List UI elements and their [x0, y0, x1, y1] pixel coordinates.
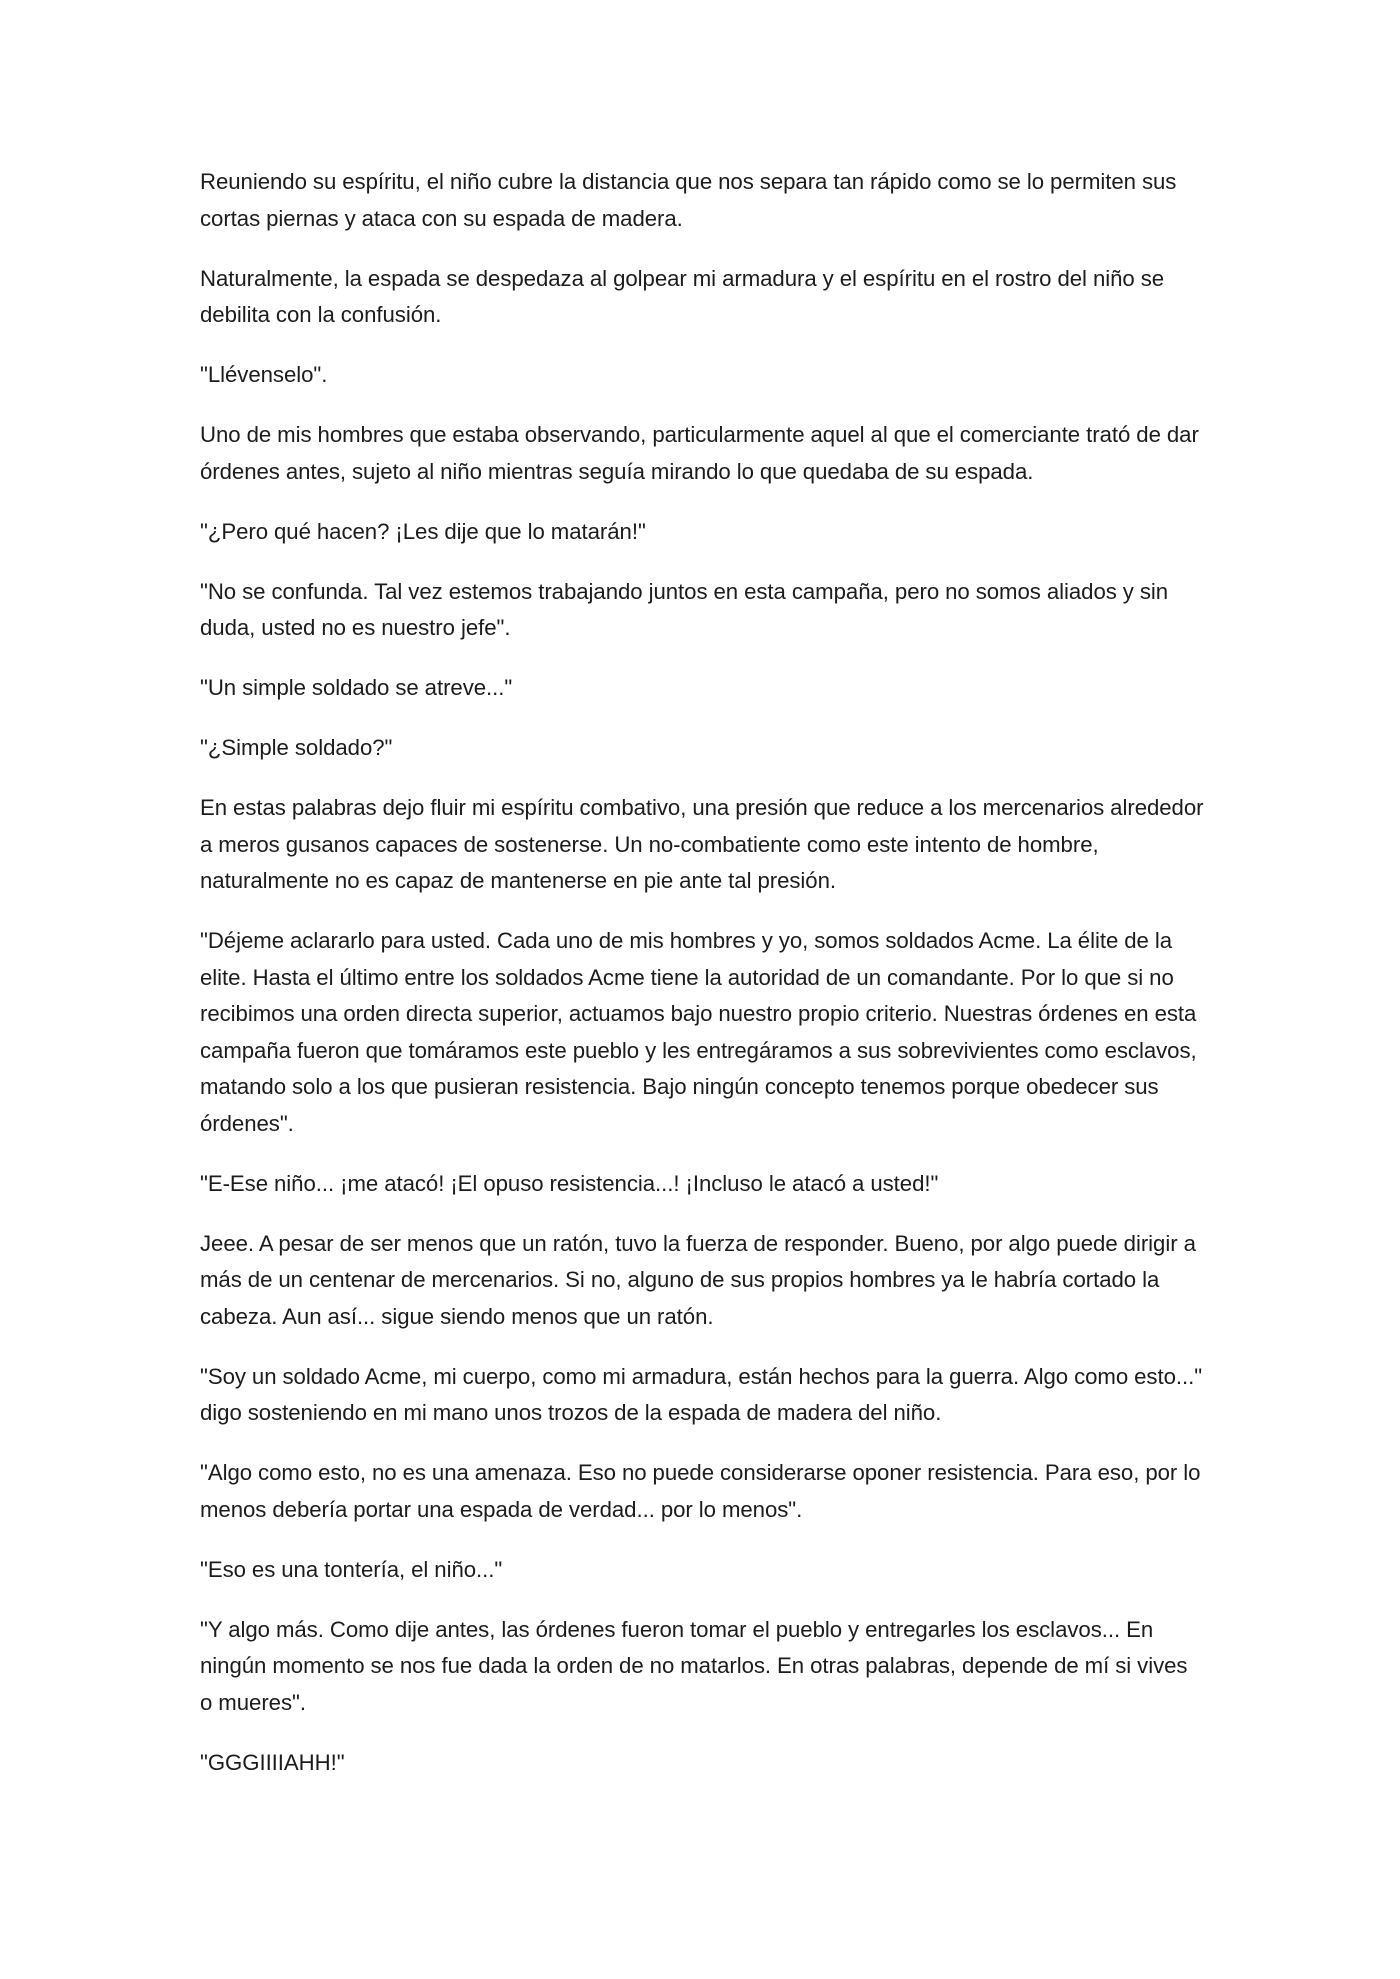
document-body	[200, 164, 1205, 1805]
paragraph: "Y algo más. Como dije antes, las órdenes fueron tomar el pueblo y entregarles los esclavos... En ningún momento se nos fue dada la orden de no matarlos. En otras palabras, depende de mí si vives o mueres".	[200, 1616, 1188, 1715]
paragraph: "E-Ese niño... ¡me atacó! ¡El opuso resistencia...! ¡Incluso le atacó a usted!"	[200, 1170, 939, 1196]
paragraph: "Llévenselo".	[200, 362, 328, 387]
paragraph: Jeee. A pesar de ser menos que un ratón, tuvo la fuerza de responder. Bueno, por algo puede dirigir a más de un centenar de mercenarios. Si no, alguno de sus propios hombres ya le habría cortado la cabeza. Aun así... sigue siendo menos que un ratón.	[200, 1230, 1196, 1329]
paragraph: Uno de mis hombres que estaba observando, particularmente aquel al que el comerciante trató de dar órdenes antes, sujeto al niño mientras seguía mirando lo que quedaba de su espada.	[200, 422, 1199, 484]
paragraph: En estas palabras dejo fluir mi espíritu combativo, una presión que reduce a los mercenarios alrededor a meros gusanos capaces de sostenerse. Un no-combatiente como este intento de hombre, naturalmente no es capaz de mantenerse en pie ante tal presión.	[200, 795, 1204, 893]
paragraph: Naturalmente, la espada se despedaza al golpear mi armadura y el espíritu en el rostro del niño se debilita con la confusión.	[200, 265, 1165, 327]
paragraph: "Algo como esto, no es una amenaza. Eso no puede considerarse oponer resistencia. Para eso, por lo menos debería portar una espada de verdad... por lo menos".	[200, 1460, 1201, 1522]
paragraph: "Soy un soldado Acme, mi cuerpo, como mi armadura, están hechos para la guerra. Algo como esto..." digo sosteniendo en mi mano unos trozos de la espada de madera del niño.	[200, 1363, 1203, 1425]
paragraph: Reuniendo su espíritu, el niño cubre la distancia que nos separa tan rápido como se lo permiten sus cortas piernas y ataca con su espada de madera.	[200, 169, 1177, 231]
paragraph: "Un simple soldado se atreve..."	[200, 675, 513, 700]
paragraph: "No se confunda. Tal vez estemos trabajando juntos en esta campaña, pero no somos aliados y sin duda, usted no es nuestro jefe".	[200, 578, 1169, 640]
paragraph: "GGGIIIIAHH!"	[200, 1749, 345, 1775]
paragraph: "¿Simple soldado?"	[200, 735, 393, 760]
paragraph: "Déjeme aclararlo para usted. Cada uno de mis hombres y yo, somos soldados Acme. La élite de la elite. Hasta el último entre los soldados Acme tiene la autoridad de un comandante. Por lo que si no recibimos una orden directa superior, actuamos bajo nuestro propio criterio. Nuestras órdenes en esta campaña fueron que tomáramos este pueblo y les entregáramos a sus sobrevivientes como esclavos, matando solo a los que pusieran resistencia. Bajo ningún concepto tenemos porque obedecer sus órdenes".	[200, 928, 1197, 1136]
paragraph: "Eso es una tontería, el niño..."	[200, 1556, 503, 1582]
paragraph: "¿Pero qué hacen? ¡Les dije que lo matarán!"	[200, 518, 646, 544]
